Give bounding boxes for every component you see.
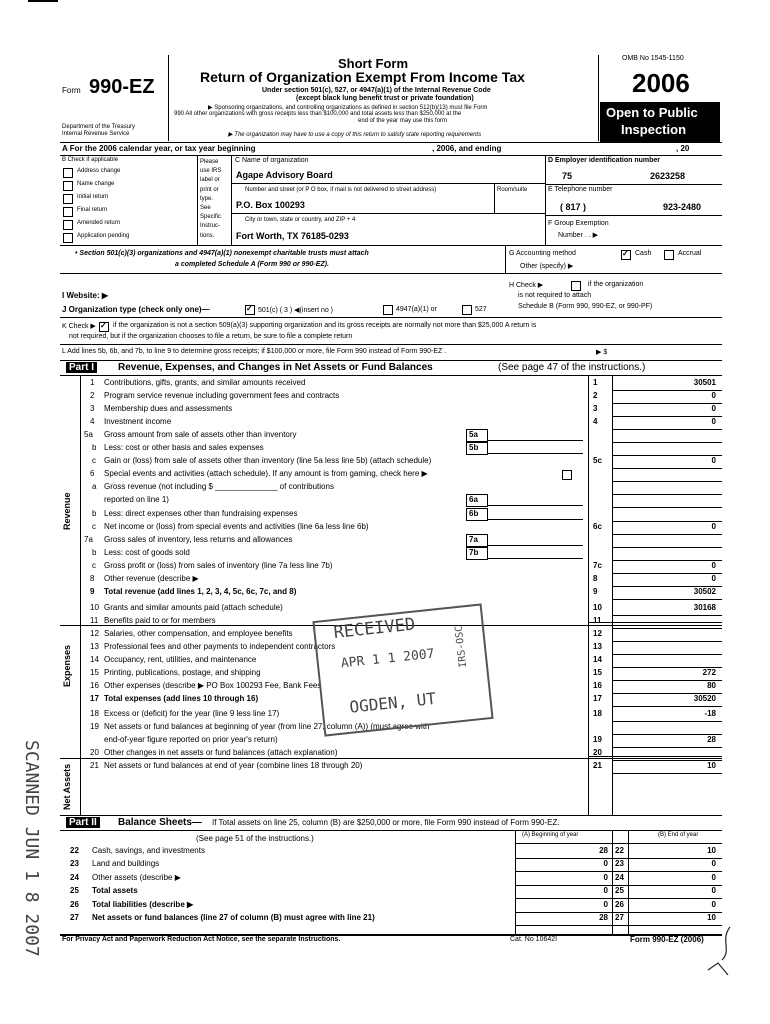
room-suite-label: Room/suite	[497, 187, 528, 193]
part2-title: Balance Sheets—	[118, 817, 202, 828]
title-short-form: Short Form	[338, 56, 409, 71]
part2-see: (See page 51 of the instructions.)	[196, 834, 314, 843]
part1-line-text: Contributions, gifts, grants, and similar amounts received	[104, 378, 306, 387]
line-a-mid: , 2006, and ending	[432, 144, 502, 153]
telephone-area[interactable]: ( 817 )	[560, 202, 587, 212]
part1-box-number: 9	[593, 586, 598, 596]
part1-line-text: Salaries, other compensation, and employee benefits	[104, 628, 293, 638]
ein-number[interactable]: 2623258	[650, 171, 686, 181]
col-a-header: (A) Beginning of year	[522, 832, 579, 838]
address-change-label: Address change	[77, 168, 121, 174]
final-return-label: Final return	[77, 207, 108, 213]
part1-box-number: 5c	[593, 456, 602, 466]
part1-inner-value-line[interactable]	[487, 440, 583, 441]
part2-box-number: 23	[615, 859, 624, 869]
subtitle-4: 990 All other organizations with gross receipts less than $100,000 and total assets less than $250,000 at the	[174, 111, 462, 117]
part1-line-number: b	[92, 508, 97, 518]
part1-row-rule	[612, 615, 722, 616]
privacy-notice: For Privacy Act and Paperwork Reduction Act Notice, see the separate Instructions.	[62, 936, 341, 943]
amended-return-label: Amended return	[77, 220, 121, 226]
open-to-public-box	[600, 102, 720, 142]
part1-line-text: Gross amount from sale of assets other than inventory	[104, 430, 297, 440]
line-k-text: if the organization is not a section 509(a)(3) supporting organization and its gross receipts are normally not more than $25,000 A return is	[113, 322, 537, 329]
part1-line-value[interactable]: 0	[711, 391, 716, 401]
part1-line-value[interactable]: 0	[711, 404, 716, 414]
part1-line-text: Membership dues and assessments	[104, 404, 233, 414]
part1-box-number: 3	[593, 404, 598, 414]
telephone-number[interactable]: 923-2480	[663, 202, 702, 212]
part1-see: (See page 47 of the instructions.)	[498, 362, 646, 373]
part1-line-text: Printing, publications, postage, and shipping	[104, 668, 261, 678]
application-pending-checkbox[interactable]	[63, 233, 73, 243]
part2-col-a-value[interactable]: 0	[603, 899, 608, 909]
part1-line-text: Gross profit or (loss) from sales of inventory (line 7a less line 7b)	[104, 560, 333, 570]
part1-row-rule	[612, 706, 722, 707]
part1-row-rule	[612, 481, 722, 482]
side-label-net-assets: Net Assets	[62, 763, 72, 810]
section-501-line2: a completed Schedule A (Form 990 or 990-EZ).	[175, 261, 329, 268]
irs-label-note: Please use IRS label or print or type. See Specific Instruc- tions.	[200, 159, 222, 239]
final-return-checkbox[interactable]	[63, 207, 73, 217]
part1-line-text: Investment income	[104, 417, 172, 427]
city-label: City or town, state or country, and ZIP + 4	[245, 217, 356, 223]
part1-line-number: 19	[90, 722, 99, 732]
initial-return-label: Initial return	[77, 194, 109, 200]
city-value[interactable]: Fort Worth, TX 76185-0293	[236, 231, 349, 241]
line-l-arrow: ▶ $	[596, 349, 608, 356]
part1-inner-box-label: 7a	[466, 534, 488, 547]
part1-box-number: 19	[593, 735, 602, 745]
line-a-end: , 20	[676, 144, 690, 153]
other-method-label: Other (specify) ▶	[520, 263, 574, 270]
part1-line-value[interactable]: 0	[711, 573, 716, 583]
part2-line-number: 22	[70, 846, 79, 855]
part2-col-b-value[interactable]: 0	[711, 859, 716, 869]
part2-line-number: 24	[70, 872, 79, 882]
part1-line-text: Total revenue (add lines 1, 2, 3, 4, 5c, 6c, 7c, and 8)	[104, 586, 297, 596]
part2-line-number: 27	[70, 913, 79, 922]
cash-checkbox[interactable]: ✓	[621, 250, 631, 260]
address-change-checkbox[interactable]	[63, 168, 73, 178]
part1-line-number: 1	[90, 378, 95, 387]
part2-col-b-value[interactable]: 10	[707, 913, 716, 922]
line-a-label: A For the 2006 calendar year, or tax year beginning	[62, 144, 256, 153]
part2-label: Part II	[66, 817, 100, 828]
part1-box-number: 14	[593, 655, 602, 665]
part1-inner-box-label: 6a	[466, 494, 488, 507]
inspection-label: Inspection	[621, 122, 687, 137]
4947-label: 4947(a)(1) or	[396, 306, 437, 313]
part2-col-a-value[interactable]: 0	[603, 859, 608, 869]
part1-line-number: 21	[90, 761, 99, 771]
part1-box-number: 20	[593, 748, 602, 758]
part1-line-number: 15	[90, 668, 99, 678]
part1-row-rule	[612, 641, 722, 642]
part1-line-text: reported on line 1)	[104, 495, 169, 505]
part1-line-value[interactable]: 0	[711, 521, 716, 531]
part1-box-number: 15	[593, 668, 602, 678]
part1-line-value[interactable]: 30520	[693, 694, 716, 704]
h-check-text2: is not required to attach	[518, 292, 592, 299]
part1-line-value[interactable]: 28	[707, 735, 716, 745]
part1-line-number: 6	[90, 469, 95, 479]
part1-line-value[interactable]: 10	[707, 761, 716, 771]
part1-row-rule	[612, 721, 722, 722]
part1-line-number: 14	[90, 655, 99, 665]
part2-line-number: 23	[70, 859, 79, 869]
stamp-irs: IRS-OSC	[453, 625, 470, 669]
part2-col-b-value[interactable]: 0	[711, 899, 716, 909]
part1-line-text: Professional fees and other payments to independent contractors	[104, 642, 336, 651]
part2-col-b-value[interactable]: 10	[707, 846, 716, 855]
part1-row-rule	[612, 599, 722, 600]
part1-line-number: b	[92, 443, 97, 453]
part2-line-text: Other assets (describe ▶	[92, 872, 181, 882]
h-check-label: H Check ▶	[509, 282, 544, 289]
part2-col-a-value[interactable]: 0	[603, 872, 608, 882]
part2-col-a-value[interactable]: 28	[599, 913, 608, 922]
open-label: Open to Public	[606, 105, 698, 120]
part1-line-text: Gross revenue (not including $ ______________ of contributions	[104, 482, 334, 492]
part1-inner-value-line[interactable]	[487, 505, 583, 506]
line-k-label: K Check ▶	[62, 323, 96, 330]
part1-box-number: 4	[593, 417, 598, 427]
part1-line-number: b	[92, 547, 97, 557]
dept-irs: Internal Revenue Service	[62, 131, 130, 137]
part1-row-rule	[612, 773, 722, 774]
stamp-date: APR 1 1 2007	[340, 646, 436, 672]
part2-line-text: Total liabilities (describe ▶	[92, 899, 194, 909]
part1-box-number: 16	[593, 681, 602, 691]
name-change-label: Name change	[77, 181, 115, 187]
part1-line-number: c	[92, 560, 96, 570]
part1-box-number: 2	[593, 391, 598, 401]
part1-line-text: Occupancy, rent, utilities, and maintenance	[104, 655, 257, 665]
line-l-text: L Add lines 5b, 6b, and 7b, to line 9 to determine gross receipts; if $100,000 or more, file Form 990 instead of Form 990-EZ .	[62, 348, 447, 355]
part1-line-text: Less: cost of goods sold	[104, 547, 190, 557]
501c-label: 501(c) ( 3 ) ◀(insert no )	[258, 307, 334, 314]
part1-box-number: 21	[593, 761, 602, 771]
527-checkbox[interactable]	[462, 305, 472, 315]
part1-box-number: 17	[593, 694, 602, 704]
line-k-text2: not required, but if the organization chooses to file a return, be sure to file a complete return	[69, 333, 353, 340]
part1-box-number: 7c	[593, 560, 602, 570]
part1-row-rule	[612, 747, 722, 748]
side-label-revenue: Revenue	[62, 492, 72, 530]
part2-line-text: Land and buildings	[92, 859, 160, 869]
cat-number: Cat. No 10642I	[510, 936, 558, 943]
accrual-checkbox[interactable]	[664, 250, 674, 260]
part2-title2: If Total assets on line 25, column (B) are $250,000 or more, file Form 990 instead of Form 990-EZ.	[212, 818, 560, 827]
part1-box-number: 8	[593, 573, 598, 583]
part1-line-text: Grants and similar amounts paid (attach schedule)	[104, 602, 283, 612]
part1-line-number: 12	[90, 628, 99, 638]
part1-line-number: 8	[90, 573, 95, 583]
part1-inner-value-line[interactable]	[487, 558, 583, 559]
ein-prefix[interactable]: 75	[562, 171, 573, 181]
org-name-label: C Name of organization	[235, 157, 309, 164]
side-label-expenses: Expenses	[62, 644, 72, 687]
part1-line-value[interactable]: 80	[707, 681, 716, 691]
tax-year: 2006	[632, 68, 690, 98]
part1-line-number: 5a	[84, 430, 93, 440]
part1-line-number: 16	[90, 681, 99, 691]
part1-inner-box-label: 6b	[466, 508, 488, 521]
schedule-b-checkbox[interactable]	[571, 281, 581, 291]
part2-line-number: 26	[70, 899, 79, 909]
part2-line-text: Cash, savings, and investments	[92, 846, 205, 855]
part1-line-value[interactable]: 0	[711, 417, 716, 427]
part1-line-number: 20	[90, 748, 99, 758]
part1-box-number: 12	[593, 628, 602, 638]
part1-row-rule	[612, 468, 722, 469]
subtitle-5: end of the year may use this form	[358, 118, 448, 124]
part1-line-value[interactable]: 0	[711, 560, 716, 570]
part1-line-text: Special events and activities (attach schedule). If any amount is from gaming, check here ▶	[104, 469, 428, 479]
section-501-line1: • Section 501(c)(3) organizations and 4947(a)(1) nonexempt charitable trusts must attach	[75, 250, 369, 257]
part2-box-number: 24	[615, 872, 624, 882]
stamp-city: OGDEN, UT	[348, 688, 437, 717]
part1-row-rule	[612, 547, 722, 548]
501c-checkbox[interactable]: ✓	[245, 305, 255, 315]
part1-row-rule	[612, 442, 722, 443]
part1-line-text: Excess or (deficit) for the year (line 9 less line 17)	[104, 709, 280, 719]
part1-line-number: 18	[90, 709, 99, 719]
part1-box-number: 18	[593, 709, 602, 719]
gaming-checkbox[interactable]	[562, 470, 572, 480]
handwritten-mark-icon	[700, 925, 740, 980]
part1-inner-value-line[interactable]	[487, 519, 583, 520]
stamp-received: RECEIVED	[332, 614, 417, 643]
part1-line-value[interactable]: 30501	[693, 378, 716, 387]
part2-box-number: 22	[615, 846, 624, 855]
part1-row-rule	[612, 654, 722, 655]
h-check-text3: Schedule B (Form 990, 990-EZ, or 990-PF)	[518, 303, 653, 310]
part1-box-number: 6c	[593, 521, 602, 531]
scanned-stamp: SCANNED JUN 1 8 2007	[21, 740, 42, 957]
subtitle-6: ▶ The organization may have to use a copy of this return to satisfy state reporting requirements	[228, 132, 482, 138]
form-number: 990-EZ	[89, 76, 155, 98]
part1-line-value[interactable]: 272	[702, 668, 716, 678]
part1-line-value[interactable]: 0	[711, 456, 716, 466]
part1-line-text: Net income or (loss) from special events and activities (line 6a less line 6b)	[104, 521, 369, 531]
part1-line-text: Less: direct expenses other than fundraising expenses	[104, 508, 298, 518]
part1-line-text: Total expenses (add lines 10 through 16)	[104, 694, 259, 704]
part2-col-b-value[interactable]: 0	[711, 886, 716, 896]
part1-line-value[interactable]: 30502	[693, 586, 716, 596]
part2-box-number: 26	[615, 899, 624, 909]
part2-col-a-value[interactable]: 0	[603, 886, 608, 896]
accounting-method-label: G Accounting method	[509, 250, 576, 257]
omb-number: OMB No 1545-1150	[622, 55, 684, 62]
part1-inner-box-label: 5a	[466, 429, 488, 442]
part1-row-rule	[612, 429, 722, 430]
received-stamp	[312, 603, 493, 736]
check-b-title: B Check if applicable	[62, 157, 119, 163]
part1-line-text: Gross sales of inventory, less returns and allowances	[104, 534, 293, 544]
part2-line-number: 25	[70, 886, 79, 896]
part2-line-text: Total assets	[92, 886, 138, 896]
part1-line-number: 10	[90, 602, 99, 612]
part1-inner-box-label: 7b	[466, 547, 488, 560]
part1-line-number: c	[92, 456, 96, 466]
part1-line-text: Net assets or fund balances at beginning of year (from line 27, column (A)) (must agree with	[104, 722, 430, 732]
form-footer: Form 990-EZ (2006)	[630, 935, 704, 944]
street-label: Number and street (or P O box, if mail is not delivered to street address)	[245, 187, 437, 193]
subtitle-3: ▶ Sponsoring organizations, and controlling organizations as defined in section 512(b)(13) must file Form	[208, 105, 488, 111]
part1-line-text: Gain or (loss) from sale of assets other than inventory (line 5a less line 5b) (attach schedule)	[104, 456, 432, 466]
part1-box-number: 1	[593, 378, 598, 387]
part1-line-number: 3	[90, 404, 95, 414]
part1-line-text: Other revenue (describe ▶	[104, 573, 199, 583]
initial-return-checkbox[interactable]	[63, 194, 73, 204]
part1-line-text: end-of-year figure reported on prior year's return)	[104, 735, 278, 745]
website-label: I Website: ▶	[62, 291, 109, 300]
part1-line-text: Program service revenue including government fees and contracts	[104, 391, 340, 401]
org-name-value[interactable]: Agape Advisory Board	[236, 170, 333, 180]
part1-inner-value-line[interactable]	[487, 545, 583, 546]
part1-line-number: 9	[90, 586, 95, 596]
part1-box-number: 11	[593, 615, 602, 625]
street-value[interactable]: P.O. Box 100293	[236, 200, 305, 210]
col-b-header: (B) End of year	[658, 832, 699, 838]
part1-line-number: 4	[90, 417, 95, 427]
part1-line-text: Net assets or fund balances at end of year (combine lines 18 through 20)	[104, 761, 363, 771]
part2-line-text: Net assets or fund balances (line 27 of column (B) must agree with line 21)	[92, 913, 375, 922]
4947-checkbox[interactable]	[383, 305, 393, 315]
part2-row-rule	[515, 925, 722, 926]
part1-label: Part I	[66, 362, 97, 373]
part1-inner-box-label: 5b	[466, 442, 488, 455]
part2-col-b-value[interactable]: 0	[711, 872, 716, 882]
k-checkbox[interactable]: ✓	[99, 322, 109, 332]
527-label: 527	[475, 306, 487, 313]
part1-line-text: Less: cost or other basis and sales expenses	[104, 443, 264, 453]
dept-treasury: Department of the Treasury	[62, 124, 136, 130]
application-pending-label: Application pending	[77, 233, 130, 239]
part1-line-value[interactable]: -18	[704, 709, 716, 719]
part2-box-number: 27	[615, 913, 624, 922]
telephone-label: E Telephone number	[548, 186, 613, 193]
part1-line-number: 17	[90, 694, 99, 704]
form-word: Form	[62, 86, 81, 95]
part1-box-number: 13	[593, 642, 602, 651]
part1-row-rule	[612, 494, 722, 495]
subtitle-1: Under section 501(c), 527, or 4947(a)(1) of the Internal Revenue Code	[262, 87, 491, 94]
part1-title: Revenue, Expenses, and Changes in Net Assets or Fund Balances	[118, 362, 433, 373]
ein-label: D Employer identification number	[548, 157, 661, 164]
part1-line-number: 11	[90, 615, 99, 625]
part2-box-number: 25	[615, 886, 624, 896]
accrual-label: Accrual	[678, 250, 702, 257]
group-exemption-number: Number . . ▶	[558, 232, 599, 239]
h-check-text: if the organization	[588, 281, 644, 288]
part1-line-number: 2	[90, 391, 95, 401]
part1-row-rule	[612, 628, 722, 629]
org-type-label: J Organization type (check only one)—	[62, 305, 210, 314]
part1-line-number: a	[92, 482, 97, 492]
title-main: Return of Organization Exempt From Income Tax	[200, 69, 525, 85]
part1-line-text: Other expenses (describe ▶ PO Box 100293 Fee, Bank Fees	[104, 681, 322, 691]
part1-line-text: Benefits paid to or for members	[104, 615, 216, 625]
part2-col-a-value[interactable]: 28	[599, 846, 608, 855]
group-exemption-label: F Group Exemption	[548, 220, 609, 227]
part1-box-number: 10	[593, 602, 602, 612]
amended-return-checkbox[interactable]	[63, 220, 73, 230]
part1-line-value[interactable]: 30168	[693, 602, 716, 612]
subtitle-2: (except black lung benefit trust or private foundation)	[296, 95, 474, 102]
part1-line-text: Other changes in net assets or fund balances (attach explanation)	[104, 748, 338, 758]
part1-row-rule	[612, 507, 722, 508]
part1-inner-value-line[interactable]	[487, 453, 583, 454]
cash-label: Cash	[635, 250, 652, 257]
part1-line-number: c	[92, 521, 96, 531]
part1-line-number: 7a	[84, 534, 93, 544]
part1-row-rule	[612, 534, 722, 535]
part1-line-number: 13	[90, 642, 99, 651]
name-change-checkbox[interactable]	[63, 181, 73, 191]
